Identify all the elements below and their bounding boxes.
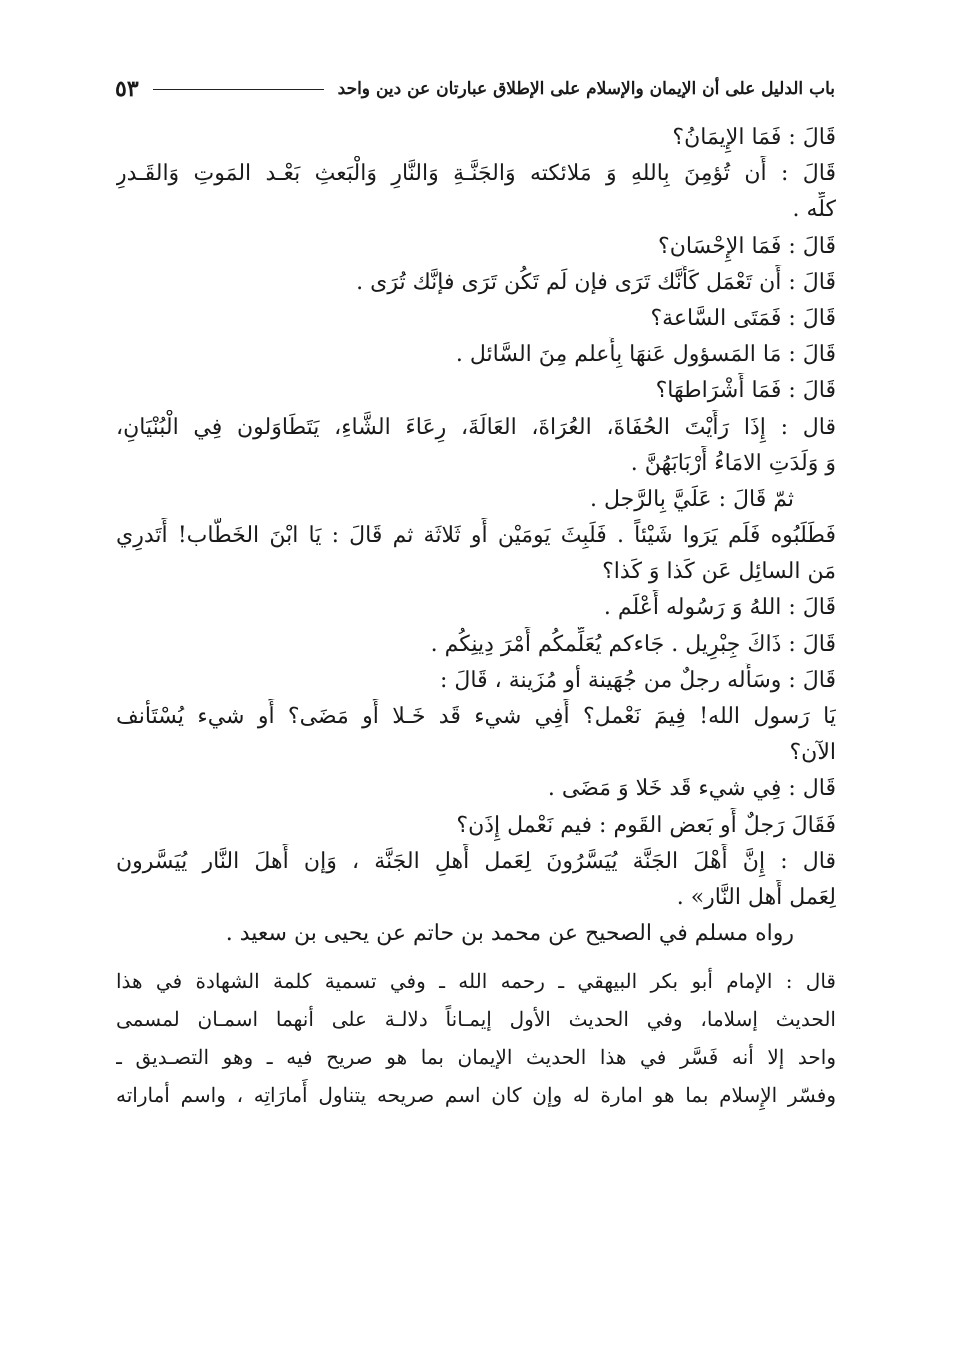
text-line: قَالَ : ذَاكَ جِبْرِيل . جَاءكم يُعَلِّمكُم أَمْرَ دِينِكُم . (430, 631, 836, 657)
running-header (115, 72, 835, 106)
paragraph-gap (116, 952, 836, 962)
text-line: قال : إِذَا رَأَيْتَ الحُفَاةَ، العُرَاةَ، العَالَةَ، رِعَاءَ الشَّاءِ، يَتَطَاوَلون فِي الْبُنْيَانِ، (116, 414, 836, 440)
text-line: قَالَ : أَن تُؤمِنَ بِاللهِ وَ مَلائكته وَالجَنَّـةِ وَالنَّارِ وَالْبَعثِ بَعْـد المَوتِ وَالقَـدرِ (116, 161, 836, 187)
text-line: قَال : فِي شيء قَد خَلا وَ مَضَى . (547, 776, 836, 802)
text-line: قال : الإمام أبو بكر البيهقي ـ رحمه الله ـ وفي تسمية كلمة الشهادة في هذا (116, 969, 836, 994)
text-line: يَا رَسول الله! فِيمَ نَعْمل؟ أَفِي شيء قَد خَـلا أَو مَضَى؟ أَو شيء يُسْتَأنف (116, 704, 836, 729)
text-line: كلِّه . (792, 197, 836, 223)
text-line: قَالَ : اللهُ وَ رَسُوله أَعْلَم . (603, 595, 836, 621)
text-line: الآن؟ (789, 740, 836, 766)
text-line: قَالَ : فَمَا أَشْرَاطهَا؟ (655, 378, 836, 404)
text-line: مَن السائِل عَن كَذا وَ كَذا؟ (602, 559, 836, 585)
text-line: الحديث إسلاما، وفي الحديث الأول إيمـاناً دلالـة على أنهما اسمـان لمسمى (116, 1007, 836, 1032)
text-line: واحد إلا أنه فَسَّر في هذا الحديث الإيمان بما هو صريح فيه ـ وهو التصـديق ـ (116, 1045, 836, 1070)
text-line: قال : إِنَّ أَهْلَ الجَنَّة يُيَسَّرُونَ لِعَمل أَهلِ الجَنَّة ، وَإن أَهلَ النَّار يُيَسَّرون (116, 848, 836, 874)
text-line: قَالَ : مَا المَسؤول عَنهَا بِأَعلم مِنَ السَّائل . (455, 342, 836, 368)
text-line: فَقَالَ رَجلٌ أَو بَعض القَوم : فيم نَعْمل إِذَن؟ (456, 812, 836, 838)
text-line: لِعَمل أَهل النَّار» . (676, 884, 836, 910)
text-line: وفسّر الإِسلام بما هو امارة له وإن كان اسم صريحه يتناول أَمارَاتِه ، واسم أماراته (116, 1083, 836, 1108)
hadith-text (116, 120, 836, 952)
header-title: باب الدليل على أن الإيمان والإسلام على الإطلاق عبارتان عن دين واحد (337, 79, 835, 99)
text-line: قَالَ : فَمَتَى السَّاعة؟ (650, 305, 836, 331)
text-line: قَالَ : وسَأَله رجلٌ من جُهَينة أو مُزَينة ، قَالَ : (440, 667, 836, 693)
text-line: قَالَ : فَمَا الإِحْسَان؟ (658, 233, 836, 259)
text-line: وَ وَلَدَتِ الامَاءُ أَرْبَابَهُنَّ . (630, 450, 836, 476)
text-line: قَالَ : أَن تَعْمَل كَأَنَّك تَرَى فإن لَم تَكُن تَرَى فإنَّك تُرَى . (356, 269, 836, 295)
commentary-text (116, 962, 836, 1114)
page-body (116, 120, 836, 1114)
text-line: فَطَلَبُوه فَلَم يَرَوا شَيْئاً . فَلَبِثَ يَومَيْن أَو ثَلاثَة ثم قَالَ : يَا ابْنَ الخَطَّاب! أَتَدرِي (116, 523, 836, 549)
source-line: رواه مسلم في الصحيح عن محمد بن حاتم عن يحيى بن سعيد . (225, 921, 794, 947)
header-rule (153, 89, 324, 90)
page-number: ٥٣ (115, 76, 139, 102)
text-line: قَالَ : فَمَا الإِيمَانُ؟ (672, 125, 836, 150)
text-line: ثمّ قَالَ : عَلَيَّ بِالرَّجل . (589, 486, 794, 512)
